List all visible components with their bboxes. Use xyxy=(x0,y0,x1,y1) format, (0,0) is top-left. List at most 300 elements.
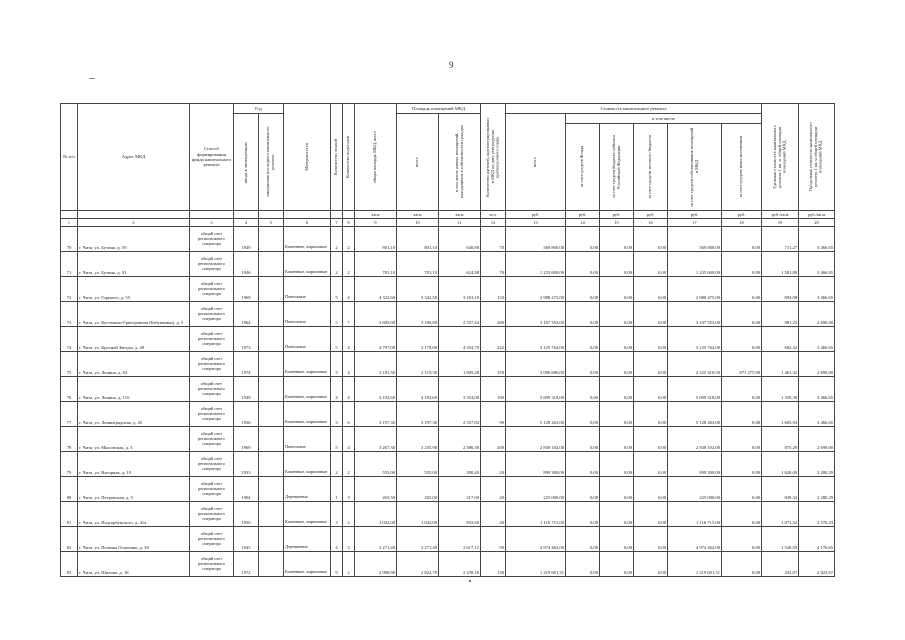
residents-cell: 40 xyxy=(481,502,506,527)
fund-cell: 0,00 xyxy=(566,402,600,427)
header-fund: за счет средств Фонда xyxy=(566,124,600,211)
local-budget-cell: 0,00 xyxy=(634,427,668,452)
table-row xyxy=(61,302,835,327)
owners-cell: 2 830 102,00 xyxy=(668,427,722,452)
total-area-cell: 1 042,00 xyxy=(355,502,397,527)
local-budget-cell: 0,00 xyxy=(634,302,668,327)
entrances-cell: 2 xyxy=(343,552,355,577)
header-subject-budget: за счет средств бюджета субъекта Российской Федерации xyxy=(600,124,634,211)
local-budget-cell: 0,00 xyxy=(634,552,668,577)
subject-budget-cell: 0,00 xyxy=(600,427,634,452)
unit-cost-cell: 981,23 xyxy=(762,302,799,327)
unit-cell: чел. xyxy=(481,211,506,219)
other-cell: 0,00 xyxy=(722,302,762,327)
address-cell: г. Чита, ул. Бутина, д. 59 xyxy=(78,227,190,252)
header-residents: Количество жителей, зарегистрированных в МКД на дату утверждения краткосрочного плана xyxy=(481,104,506,211)
premises-owned-cell: 640,88 xyxy=(439,227,481,252)
total-area-cell: 781,10 xyxy=(355,252,397,277)
method-cell: общий счет регионального оператора xyxy=(190,427,234,452)
fund-cell: 0,00 xyxy=(566,252,600,277)
year-built-cell: 1945 xyxy=(234,527,259,552)
header-local-budget: за счет средств местного бюджета xyxy=(634,124,668,211)
subject-budget-cell: 0,00 xyxy=(600,227,634,252)
header-other: за счет средств иных источников xyxy=(722,124,762,211)
premises-owned-cell: 624,88 xyxy=(439,252,481,277)
residents-cell: 20 xyxy=(481,477,506,502)
limit-cost-cell: 3 466,65 xyxy=(799,327,835,352)
premises-total-cell: 3 271,40 xyxy=(397,527,439,552)
owners-cell: 1 116 715,00 xyxy=(668,502,722,527)
unit-cell: руб. xyxy=(722,211,762,219)
header-incl: в том числе xyxy=(566,114,762,124)
other-cell: 0,00 xyxy=(722,402,762,427)
material-cell: Панельные xyxy=(284,327,331,352)
row-number: 79 xyxy=(61,452,78,477)
unit-cell: руб./кв.м xyxy=(799,211,835,219)
cost-total-cell: 225 000,00 xyxy=(506,477,566,502)
entrances-cell: 4 xyxy=(343,427,355,452)
year-built-cell: 1969 xyxy=(234,427,259,452)
header-premises-owned: в том числе жилых помещений, находящихся в собственности граждан xyxy=(439,114,481,211)
header-year-built: ввода в эксплуатацию xyxy=(234,114,259,211)
entrances-cell: 2 xyxy=(343,227,355,252)
column-numbers-row xyxy=(61,219,835,227)
unit-cell: кв.м xyxy=(397,211,439,219)
header-premises-total: всего xyxy=(397,114,439,211)
premises-owned-cell: 2 557,44 xyxy=(439,302,481,327)
year-repair-cell xyxy=(259,527,284,552)
fund-cell: 0,00 xyxy=(566,427,600,452)
col-number: 1 xyxy=(61,219,78,227)
residents-cell: 190 xyxy=(481,377,506,402)
table-row xyxy=(61,327,835,352)
address-cell: г. Чита, ул. Ленина, д. 63 xyxy=(78,352,190,377)
premises-total-cell: 4 192,60 xyxy=(397,377,439,402)
floors-cell: 5 xyxy=(331,352,343,377)
residents-cell: 20 xyxy=(481,452,506,477)
table-row xyxy=(61,502,835,527)
fund-cell: 0,00 xyxy=(566,302,600,327)
cost-total-cell: 4 974 462,00 xyxy=(506,527,566,552)
fund-cell: 0,00 xyxy=(566,452,600,477)
cost-total-cell: 5 699 318,00 xyxy=(506,377,566,402)
address-cell: г. Чита, ул. Полины Осипенко, д. 38 xyxy=(78,527,190,552)
table-row xyxy=(61,227,835,252)
total-area-cell: 555,00 xyxy=(355,452,397,477)
floors-cell: 3 xyxy=(331,502,343,527)
owners-cell: 5 699 318,00 xyxy=(668,377,722,402)
year-built-cell: 1974 xyxy=(234,352,259,377)
premises-owned-cell: 1 695,28 xyxy=(439,352,481,377)
table-row xyxy=(61,352,835,377)
year-repair-cell xyxy=(259,427,284,452)
floors-cell: 4 xyxy=(331,377,343,402)
method-cell: общий счет регионального оператора xyxy=(190,552,234,577)
address-cell: г. Чита, ул. Шилова, д. 18 xyxy=(78,552,190,577)
year-built-cell: 1950 xyxy=(234,502,259,527)
row-number: 72 xyxy=(61,277,78,302)
year-built-cell: 1949 xyxy=(234,377,259,402)
material-cell: Панельные xyxy=(284,302,331,327)
fund-cell: 0,00 xyxy=(566,552,600,577)
entrances-cell: 4 xyxy=(343,352,355,377)
year-repair-cell xyxy=(259,552,284,577)
other-cell: 0,00 xyxy=(722,252,762,277)
address-cell: г. Чита, ул. Бутина, д. 91 xyxy=(78,252,190,277)
year-repair-cell xyxy=(259,277,284,302)
owners-cell: 1 235 600,00 xyxy=(668,252,722,277)
subject-budget-cell: 0,00 xyxy=(600,552,634,577)
total-area-cell: 3 605,90 xyxy=(355,302,397,327)
limit-cost-cell: 2 576,23 xyxy=(799,502,835,527)
unit-cell: руб./кв.м xyxy=(762,211,799,219)
limit-cost-cell: 2 690,00 xyxy=(799,427,835,452)
premises-total-cell: 265,00 xyxy=(397,477,439,502)
premises-owned-cell: 4 354,70 xyxy=(439,327,481,352)
premises-owned-cell: 833,60 xyxy=(439,502,481,527)
owners-cell: 3 107 353,00 xyxy=(668,302,722,327)
cost-total-cell: 3 125 764,00 xyxy=(506,327,566,352)
premises-owned-cell: 217,00 xyxy=(439,477,481,502)
col-number: 11 xyxy=(439,219,481,227)
year-repair-cell xyxy=(259,327,284,352)
unit-cell: кв.м xyxy=(355,211,397,219)
subject-budget-cell: 0,00 xyxy=(600,252,634,277)
floors-cell: 5 xyxy=(331,427,343,452)
col-number: 18 xyxy=(722,219,762,227)
fund-cell: 0,00 xyxy=(566,502,600,527)
header-num: № п/п xyxy=(61,104,78,211)
header-material: Материал стен xyxy=(284,104,331,211)
address-cell: г. Чита, ул. Горького, д. 55 xyxy=(78,277,190,302)
col-number: 9 xyxy=(355,219,397,227)
material-cell: Каменные, кирпичные xyxy=(284,402,331,427)
header-year-group: Год xyxy=(234,104,284,114)
header-cost-group: Стоимость капитального ремонта xyxy=(506,104,762,114)
address-cell: г. Чита, ул. Мысовская, д. 3 xyxy=(78,427,190,452)
cost-total-cell: 3 096 686,00 xyxy=(506,352,566,377)
total-area-cell: 3 197,30 xyxy=(355,402,397,427)
unit-cost-cell: 1 603,94 xyxy=(762,402,799,427)
local-budget-cell: 0,00 xyxy=(634,477,668,502)
address-cell: г. Чита, ул. Красной Звезды, д. 20 xyxy=(78,327,190,352)
col-number: 4 xyxy=(234,219,259,227)
owners-cell: 2 225 410,30 xyxy=(668,352,722,377)
col-number: 16 xyxy=(634,219,668,227)
page-number: 9 xyxy=(449,60,454,70)
year-built-cell: 1964 xyxy=(234,302,259,327)
table-row xyxy=(61,402,835,427)
address-cell: г. Чита, ул. Ленина, д. 110 xyxy=(78,377,190,402)
row-number: 83 xyxy=(61,552,78,577)
col-number: 14 xyxy=(566,219,600,227)
owners-cell: 569 800,00 xyxy=(668,227,722,252)
other-cell: 0,00 xyxy=(722,277,762,302)
method-cell: общий счет регионального оператора xyxy=(190,252,234,277)
year-built-cell: 1936 xyxy=(234,402,259,427)
subject-budget-cell: 0,00 xyxy=(600,327,634,352)
floors-cell: 2 xyxy=(331,252,343,277)
entrances-cell: 7 xyxy=(343,302,355,327)
other-cell: 0,00 xyxy=(722,327,762,352)
other-cell: 0,00 xyxy=(722,552,762,577)
total-area-cell: 4 192,60 xyxy=(355,377,397,402)
year-built-cell: 1933 xyxy=(234,452,259,477)
limit-cost-cell: 2 823,67 xyxy=(799,552,835,577)
limit-cost-cell: 3 466,65 xyxy=(799,227,835,252)
floors-cell: 4 xyxy=(331,527,343,552)
year-built-cell: 1949 xyxy=(234,227,259,252)
entrances-cell: 6 xyxy=(343,402,355,427)
owners-cell: 899 300,00 xyxy=(668,452,722,477)
header-entrances: Количество подъездов xyxy=(343,104,355,211)
material-cell: Деревянные xyxy=(284,527,331,552)
residents-cell: 70 xyxy=(481,227,506,252)
subject-budget-cell: 0,00 xyxy=(600,452,634,477)
local-budget-cell: 0,00 xyxy=(634,502,668,527)
local-budget-cell: 0,00 xyxy=(634,352,668,377)
fund-cell: 0,00 xyxy=(566,327,600,352)
premises-owned-cell: 3 163,10 xyxy=(439,277,481,302)
unit-cell: руб. xyxy=(634,211,668,219)
premises-total-cell: 1 042,00 xyxy=(397,502,439,527)
row-number: 76 xyxy=(61,377,78,402)
subject-budget-cell: 0,00 xyxy=(600,402,634,427)
method-cell: общий счет регионального оператора xyxy=(190,402,234,427)
limit-cost-cell: 2 280,29 xyxy=(799,452,835,477)
material-cell: Каменные, кирпичные xyxy=(284,502,331,527)
fund-cell: 0,00 xyxy=(566,352,600,377)
material-cell: Каменные, кирпичные xyxy=(284,252,331,277)
premises-total-cell: 2 822,70 xyxy=(397,552,439,577)
header-owners: за счет средств собственников помещений в МКД xyxy=(668,124,722,211)
table-row xyxy=(61,427,835,452)
floors-cell: 1 xyxy=(331,477,343,502)
col-number: 8 xyxy=(343,219,355,227)
other-cell: 0,00 xyxy=(722,227,762,252)
total-area-cell: 4 797,00 xyxy=(355,327,397,352)
floors-cell: 2 xyxy=(331,227,343,252)
total-area-cell: 3 267,30 xyxy=(355,427,397,452)
unit-cell: руб. xyxy=(566,211,600,219)
entrances-cell: 4 xyxy=(343,377,355,402)
premises-total-cell: 3 235,90 xyxy=(397,427,439,452)
local-budget-cell: 0,00 xyxy=(634,452,668,477)
unit-cost-cell: 1 359,38 xyxy=(762,377,799,402)
address-cell: г. Чита, ул. Подгорбунского, д. 41а xyxy=(78,502,190,527)
residents-cell: 130 xyxy=(481,552,506,577)
address-cell: г. Чита, ул. Ленинградская, д. 45 xyxy=(78,402,190,427)
table-row xyxy=(61,277,835,302)
unit-cost-cell: 432,07 xyxy=(762,552,799,577)
header-floors: Количество этажей xyxy=(331,104,343,211)
cost-total-cell: 3 107 353,00 xyxy=(506,302,566,327)
material-cell: Каменные, кирпичные xyxy=(284,227,331,252)
premises-owned-cell: 2 617,12 xyxy=(439,527,481,552)
limit-cost-cell: 3 466,65 xyxy=(799,277,835,302)
material-cell: Панельные xyxy=(284,277,331,302)
unit-cost-cell: 711,27 xyxy=(762,227,799,252)
local-budget-cell: 0,00 xyxy=(634,527,668,552)
limit-cost-cell: 2 690,00 xyxy=(799,352,835,377)
method-cell: общий счет регионального оператора xyxy=(190,302,234,327)
method-cell: общий счет регионального оператора xyxy=(190,352,234,377)
header-premises-group: Площадь помещений МКД xyxy=(397,104,481,114)
entrances-cell: 2 xyxy=(343,502,355,527)
entrances-cell: 4 xyxy=(343,327,355,352)
fund-cell: 0,00 xyxy=(566,377,600,402)
premises-owned-cell: 2 557,84 xyxy=(439,402,481,427)
entrances-cell: 2 xyxy=(343,452,355,477)
floors-cell: 2 xyxy=(331,452,343,477)
col-number: 6 xyxy=(284,219,331,227)
row-number: 75 xyxy=(61,352,78,377)
entrances-cell: 3 xyxy=(343,527,355,552)
year-repair-cell xyxy=(259,502,284,527)
row-number: 77 xyxy=(61,402,78,427)
other-cell: 0,00 xyxy=(722,527,762,552)
premises-owned-cell: 390,40 xyxy=(439,452,481,477)
limit-cost-cell: 3 466,65 xyxy=(799,377,835,402)
year-built-cell: 1904 xyxy=(234,477,259,502)
owners-cell: 1 219 601,31 xyxy=(668,552,722,577)
col-number: 15 xyxy=(600,219,634,227)
limit-cost-cell: 4 176,65 xyxy=(799,527,835,552)
premises-total-cell: 781,10 xyxy=(397,252,439,277)
total-area-cell: 801,10 xyxy=(355,227,397,252)
row-number: 80 xyxy=(61,477,78,502)
unit-cell: руб. xyxy=(668,211,722,219)
capital-repair-table-sheet xyxy=(60,103,832,577)
year-repair-cell xyxy=(259,377,284,402)
premises-total-cell: 3 197,30 xyxy=(397,402,439,427)
material-cell: Каменные, кирпичные xyxy=(284,452,331,477)
cost-total-cell: 1 219 601,31 xyxy=(506,552,566,577)
subject-budget-cell: 0,00 xyxy=(600,277,634,302)
col-number: 7 xyxy=(331,219,343,227)
cost-total-cell: 2 988 475,00 xyxy=(506,277,566,302)
premises-total-cell: 801,10 xyxy=(397,227,439,252)
floors-cell: 5 xyxy=(331,302,343,327)
col-number: 20 xyxy=(799,219,835,227)
table-row xyxy=(61,252,835,277)
premises-total-cell: 555,00 xyxy=(397,452,439,477)
unit-cost-cell: 849,34 xyxy=(762,477,799,502)
unit-cost-cell: 1 520,59 xyxy=(762,527,799,552)
subject-budget-cell: 0,00 xyxy=(600,352,634,377)
cost-total-cell: 1 235 600,00 xyxy=(506,252,566,277)
local-budget-cell: 0,00 xyxy=(634,402,668,427)
cost-total-cell: 899 300,00 xyxy=(506,452,566,477)
other-cell: 0,00 xyxy=(722,377,762,402)
fund-cell: 0,00 xyxy=(566,277,600,302)
method-cell: общий счет регионального оператора xyxy=(190,277,234,302)
local-budget-cell: 0,00 xyxy=(634,327,668,352)
entrances-cell: 4 xyxy=(343,277,355,302)
other-cell: 871 275,90 xyxy=(722,352,762,377)
method-cell: общий счет регионального оператора xyxy=(190,452,234,477)
table-body xyxy=(61,219,835,577)
method-cell: общий счет регионального оператора xyxy=(190,377,234,402)
entrances-cell: 2 xyxy=(343,252,355,277)
unit-cost-cell: 894,08 xyxy=(762,277,799,302)
year-repair-cell xyxy=(259,352,284,377)
address-cell: г. Чита, ул. Петровская, д. 5 xyxy=(78,477,190,502)
header-year-repair: завершения последнего капитального ремонта xyxy=(259,114,284,211)
year-built-cell: 1973 xyxy=(234,327,259,352)
residents-cell: 70 xyxy=(481,252,506,277)
row-number: 71 xyxy=(61,252,78,277)
total-area-cell: 265,50 xyxy=(355,477,397,502)
row-number: 74 xyxy=(61,327,78,352)
material-cell: Каменные, кирпичные xyxy=(284,377,331,402)
local-budget-cell: 0,00 xyxy=(634,377,668,402)
unit-cost-cell: 682,32 xyxy=(762,327,799,352)
unit-cost-cell: 1 461,32 xyxy=(762,352,799,377)
year-repair-cell xyxy=(259,302,284,327)
other-cell: 0,00 xyxy=(722,427,762,452)
header-total-area: общая площадь МКД, всего xyxy=(355,104,397,211)
cost-total-cell: 569 800,00 xyxy=(506,227,566,252)
unit-cost-cell: 1 620,00 xyxy=(762,452,799,477)
table-row xyxy=(61,477,835,502)
header-unit-cost: Удельная стоимость капитального ремонта 1 кв. м. общей площади помещений МКД xyxy=(762,104,799,211)
premises-owned-cell: 3 354,08 xyxy=(439,377,481,402)
header-address: Адрес МКД xyxy=(78,104,190,211)
fund-cell: 0,00 xyxy=(566,477,600,502)
header-limit-cost: Предельная стоимость капитального ремонта 1 кв. м общей площади помещений МКД xyxy=(799,104,835,211)
residents-cell: 90 xyxy=(481,402,506,427)
unit-cell: руб. xyxy=(506,211,566,219)
row-number: 81 xyxy=(61,502,78,527)
year-built-cell: 1946 xyxy=(234,252,259,277)
fund-cell: 0,00 xyxy=(566,527,600,552)
row-number: 73 xyxy=(61,302,78,327)
premises-owned-cell: 2 586,30 xyxy=(439,427,481,452)
entrances-cell: 3 xyxy=(343,477,355,502)
subject-budget-cell: 0,00 xyxy=(600,477,634,502)
residents-cell: 90 xyxy=(481,527,506,552)
method-cell: общий счет регионального оператора xyxy=(190,227,234,252)
total-area-cell: 2 990,90 xyxy=(355,552,397,577)
total-area-cell: 4 322,60 xyxy=(355,277,397,302)
year-built-cell: 1969 xyxy=(234,277,259,302)
scan-mark xyxy=(89,78,95,79)
residents-cell: 280 xyxy=(481,302,506,327)
col-number: 17 xyxy=(668,219,722,227)
cost-total-cell: 1 116 715,00 xyxy=(506,502,566,527)
floors-cell: 5 xyxy=(331,277,343,302)
row-number: 70 xyxy=(61,227,78,252)
subject-budget-cell: 0,00 xyxy=(600,377,634,402)
table-row xyxy=(61,552,835,577)
residents-cell: 200 xyxy=(481,427,506,452)
year-built-cell: 1972 xyxy=(234,552,259,577)
owners-cell: 2 988 475,00 xyxy=(668,277,722,302)
residents-cell: 133 xyxy=(481,277,506,302)
scan-dot xyxy=(469,580,471,582)
material-cell: Каменные, кирпичные xyxy=(284,352,331,377)
method-cell: общий счет регионального оператора xyxy=(190,477,234,502)
year-repair-cell xyxy=(259,227,284,252)
local-budget-cell: 0,00 xyxy=(634,227,668,252)
limit-cost-cell: 3 466,65 xyxy=(799,252,835,277)
subject-budget-cell: 0,00 xyxy=(600,527,634,552)
year-repair-cell xyxy=(259,402,284,427)
col-number: 5 xyxy=(259,219,284,227)
residents-cell: 242 xyxy=(481,327,506,352)
cost-total-cell: 2 830 102,00 xyxy=(506,427,566,452)
